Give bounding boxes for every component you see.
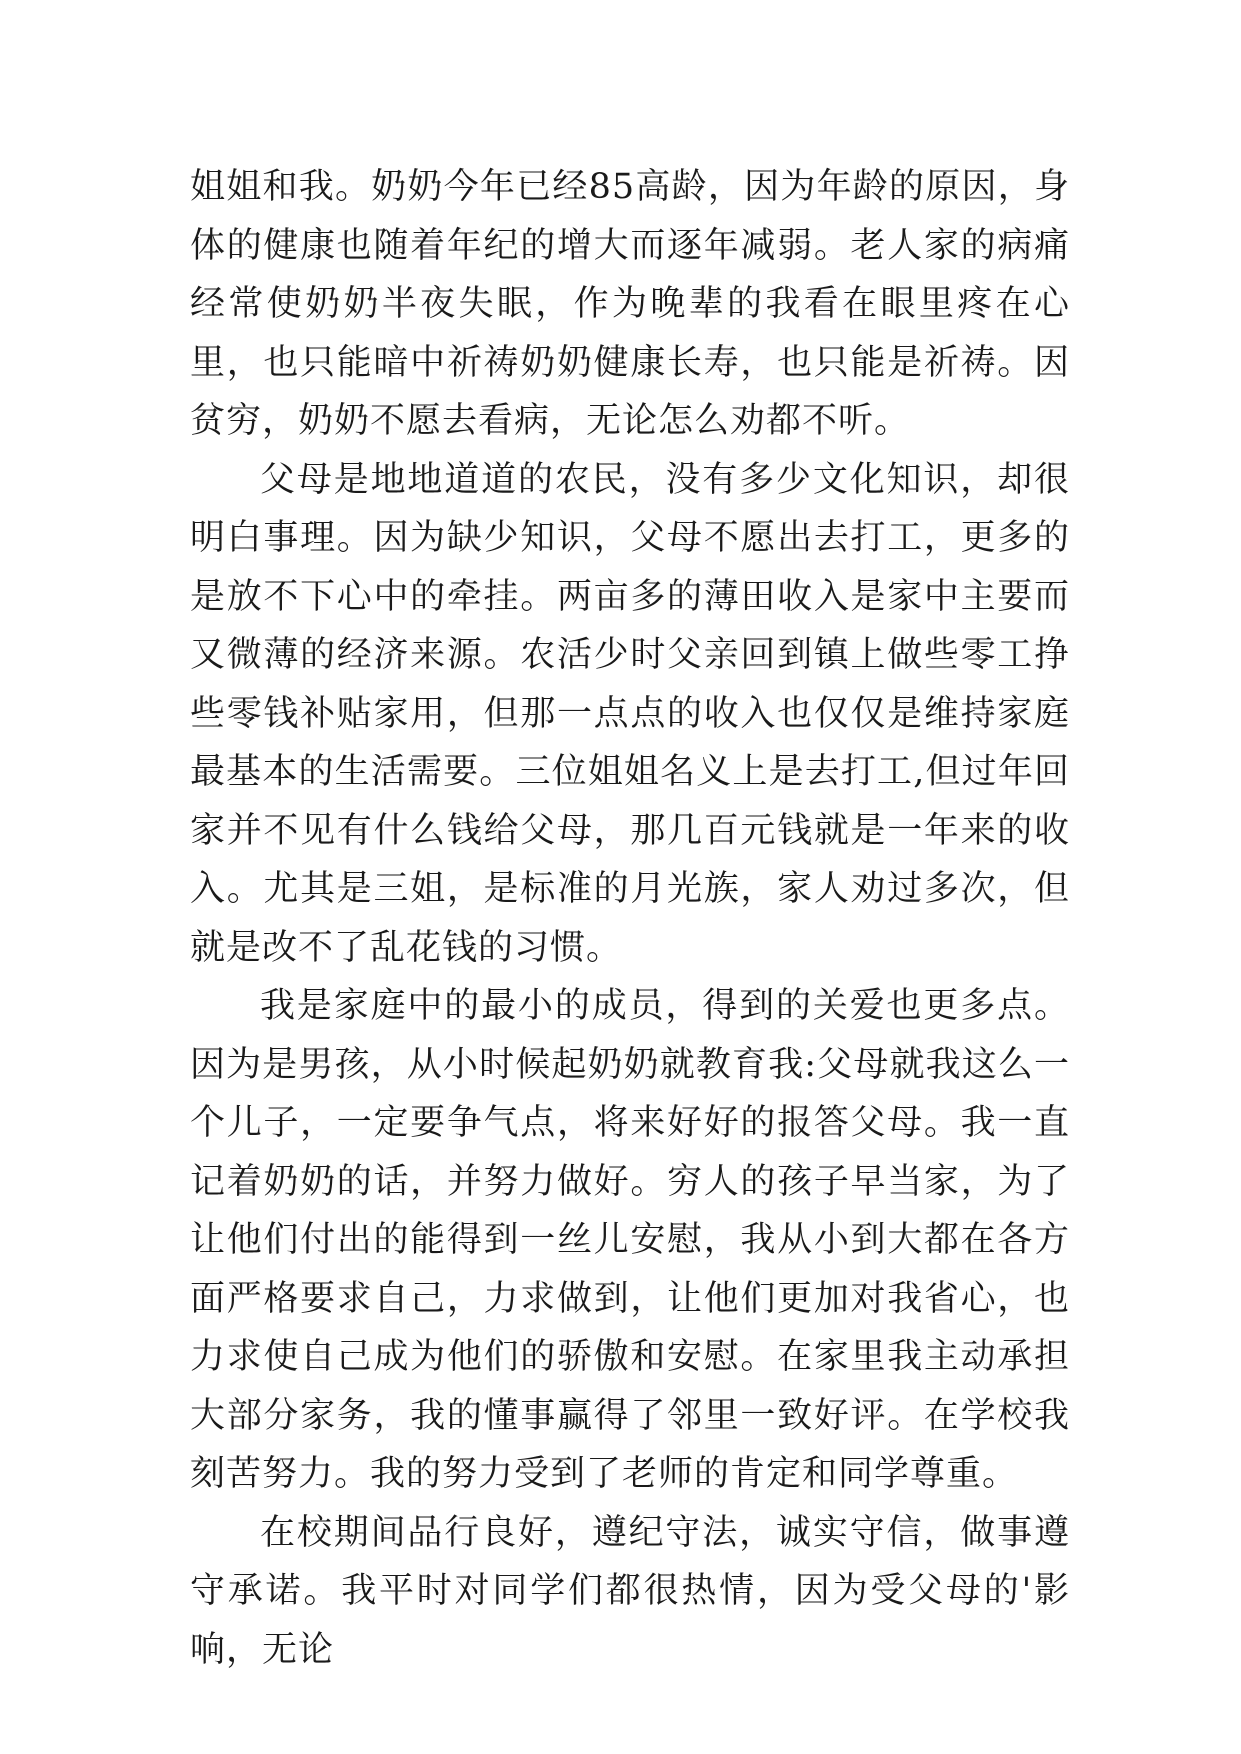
paragraph-parents: 父母是地地道道的农民，没有多少文化知识，却很明白事理。因为缺少知识，父母不愿出去打工，更多的是放不下心中的牵挂。两亩多的薄田收入是家中主要而又微薄的经济来源。农活少时父亲回到镇上做些零工挣些零钱补贴家用，但那一点点的收入也仅仅是维持家庭最基本的生活需要。三位姐姐名义上是去打工,但过年回家并不见有什么钱给父母，那几百元钱就是一年来的收入。尤其是三姐，是标准的月光族，家人劝过多次，但就是改不了乱花钱的习惯。 (190, 459, 1070, 968)
document-body (190, 158, 1070, 1679)
paragraph-school-conduct: 在校期间品行良好，遵纪守法，诚实守信，做事遵守承诺。我平时对同学们都很热情，因为受父母的'影响，无论 (190, 1512, 1070, 1670)
paragraph-self: 我是家庭中的最小的成员，得到的关爱也更多点。因为是男孩，从小时候起奶奶就教育我:父母就我这么一个儿子，一定要争气点，将来好好的报答父母。我一直记着奶奶的话，并努力做好。穷人的孩子早当家，为了让他们付出的能得到一丝儿安慰，我从小到大都在各方面严格要求自己，力求做到，让他们更加对我省心，也力求使自己成为他们的骄傲和安慰。在家里我主动承担大部分家务，我的懂事赢得了邻里一致好评。在学校我刻苦努力。我的努力受到了老师的肯定和同学尊重。 (190, 986, 1070, 1494)
paragraph-grandmother: 姐姐和我。奶奶今年已经85高龄，因为年龄的原因，身体的健康也随着年纪的增大而逐年减弱。老人家的病痛经常使奶奶半夜失眠，作为晚辈的我看在眼里疼在心里，也只能暗中祈祷奶奶健康长寿，也只能是祈祷。因贫穷，奶奶不愿去看病，无论怎么劝都不听。 (190, 167, 1070, 441)
